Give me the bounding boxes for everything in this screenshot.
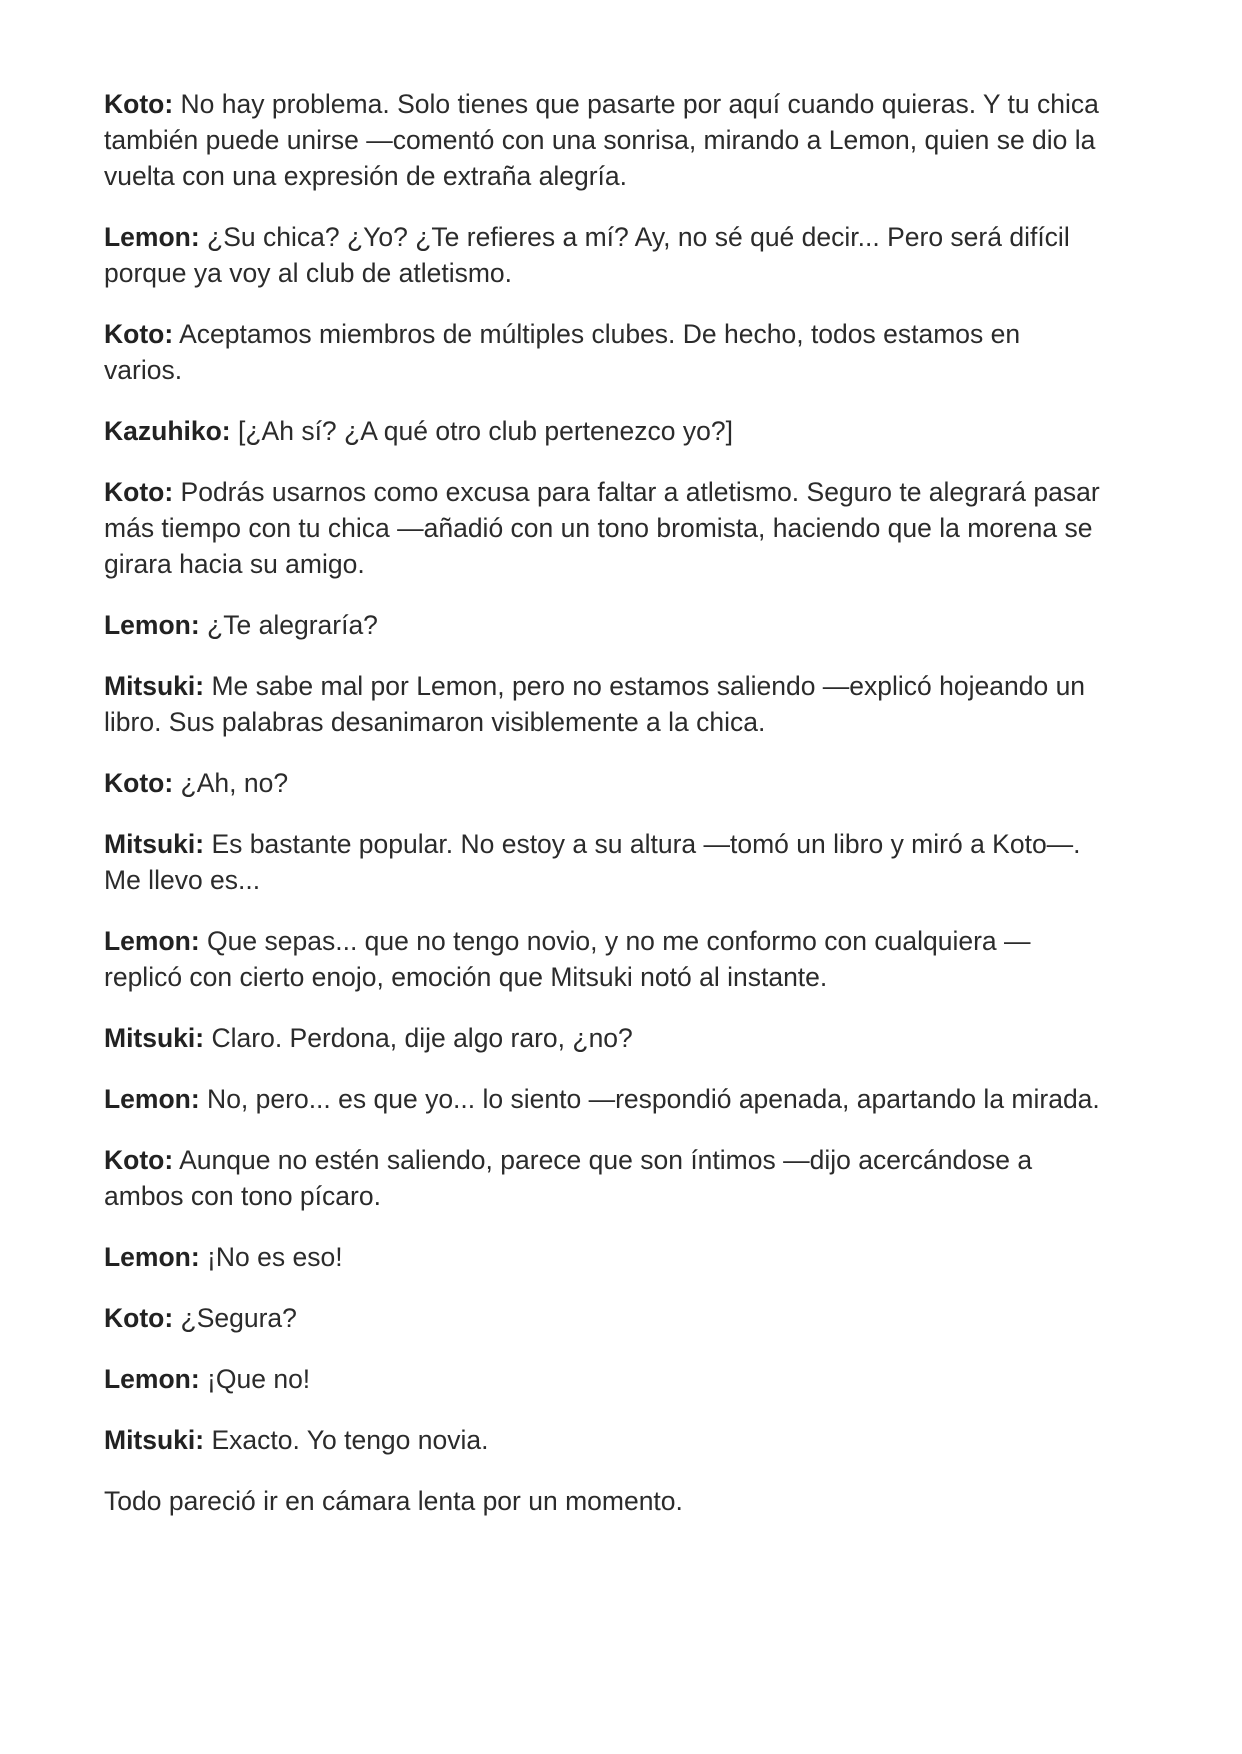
speaker-name: Koto:	[104, 89, 174, 119]
dialogue-paragraph	[104, 1081, 1104, 1117]
dialogue-text: Me sabe mal por Lemon, pero no estamos saliendo —explicó hojeando un libro. Sus palabras desanimaron visiblemente a la chica.	[104, 671, 1086, 737]
speaker-name: Koto:	[104, 1145, 174, 1175]
dialogue-text: Que sepas... que no tengo novio, y no me conformo con cualquiera —replicó con cierto enojo, emoción que Mitsuki notó al instante.	[104, 926, 1031, 992]
speaker-name: Mitsuki:	[104, 829, 205, 859]
speaker-name: Mitsuki:	[104, 1023, 205, 1053]
dialogue-text: ¿Segura?	[173, 1303, 297, 1333]
narration-paragraph	[104, 1483, 1104, 1519]
dialogue-paragraph	[104, 219, 1104, 291]
dialogue-text: ¿Su chica? ¿Yo? ¿Te refieres a mí? Ay, no sé qué decir... Pero será difícil porque ya voy al club de atletismo.	[104, 222, 1070, 288]
dialogue-paragraph	[104, 1239, 1104, 1275]
dialogue-paragraph	[104, 1020, 1104, 1056]
speaker-name: Lemon:	[104, 610, 200, 640]
speaker-name: Koto:	[104, 319, 174, 349]
dialogue-text: No hay problema. Solo tienes que pasarte por aquí cuando quieras. Y tu chica también puede unirse —comentó con una sonrisa, mirando a Lemon, quien se dio la vuelta con una expresión de extraña alegría.	[104, 89, 1099, 191]
dialogue-paragraph	[104, 413, 1104, 449]
dialogue-text: [¿Ah sí? ¿A qué otro club pertenezco yo?]	[230, 416, 733, 446]
speaker-name: Lemon:	[104, 1084, 200, 1114]
dialogue-text: Aunque no estén saliendo, parece que son íntimos —dijo acercándose a ambos con tono pícaro.	[104, 1145, 1033, 1211]
speaker-name: Lemon:	[104, 1364, 200, 1394]
dialogue-paragraph	[104, 474, 1104, 582]
narration-text: Todo pareció ir en cámara lenta por un momento.	[104, 1486, 683, 1516]
dialogue-text: Podrás usarnos como excusa para faltar a atletismo. Seguro te alegrará pasar más tiempo con tu chica —añadió con un tono bromista, haciendo que la morena se girara hacia su amigo.	[104, 477, 1100, 579]
dialogue-text: Claro. Perdona, dije algo raro, ¿no?	[204, 1023, 633, 1053]
speaker-name: Lemon:	[104, 926, 200, 956]
document-page	[104, 86, 1104, 1544]
dialogue-paragraph	[104, 668, 1104, 740]
dialogue-paragraph	[104, 607, 1104, 643]
speaker-name: Kazuhiko:	[104, 416, 231, 446]
dialogue-paragraph	[104, 923, 1104, 995]
dialogue-text: ¿Ah, no?	[173, 768, 289, 798]
speaker-name: Mitsuki:	[104, 671, 205, 701]
dialogue-paragraph	[104, 765, 1104, 801]
speaker-name: Lemon:	[104, 222, 200, 252]
dialogue-text: ¡Que no!	[199, 1364, 311, 1394]
dialogue-paragraph	[104, 1422, 1104, 1458]
dialogue-text: ¿Te alegraría?	[199, 610, 378, 640]
speaker-name: Koto:	[104, 1303, 174, 1333]
dialogue-paragraph	[104, 1142, 1104, 1214]
dialogue-text: Exacto. Yo tengo novia.	[204, 1425, 489, 1455]
dialogue-paragraph	[104, 1300, 1104, 1336]
dialogue-text: Es bastante popular. No estoy a su altura —tomó un libro y miró a Koto—. Me llevo es...	[104, 829, 1081, 895]
dialogue-text: Aceptamos miembros de múltiples clubes. De hecho, todos estamos en varios.	[104, 319, 1021, 385]
speaker-name: Mitsuki:	[104, 1425, 205, 1455]
dialogue-text: No, pero... es que yo... lo siento —respondió apenada, apartando la mirada.	[199, 1084, 1100, 1114]
dialogue-paragraph	[104, 316, 1104, 388]
dialogue-paragraph	[104, 1361, 1104, 1397]
dialogue-text: ¡No es eso!	[199, 1242, 343, 1272]
dialogue-paragraph	[104, 826, 1104, 898]
speaker-name: Koto:	[104, 477, 174, 507]
dialogue-paragraph	[104, 86, 1104, 194]
speaker-name: Koto:	[104, 768, 174, 798]
speaker-name: Lemon:	[104, 1242, 200, 1272]
